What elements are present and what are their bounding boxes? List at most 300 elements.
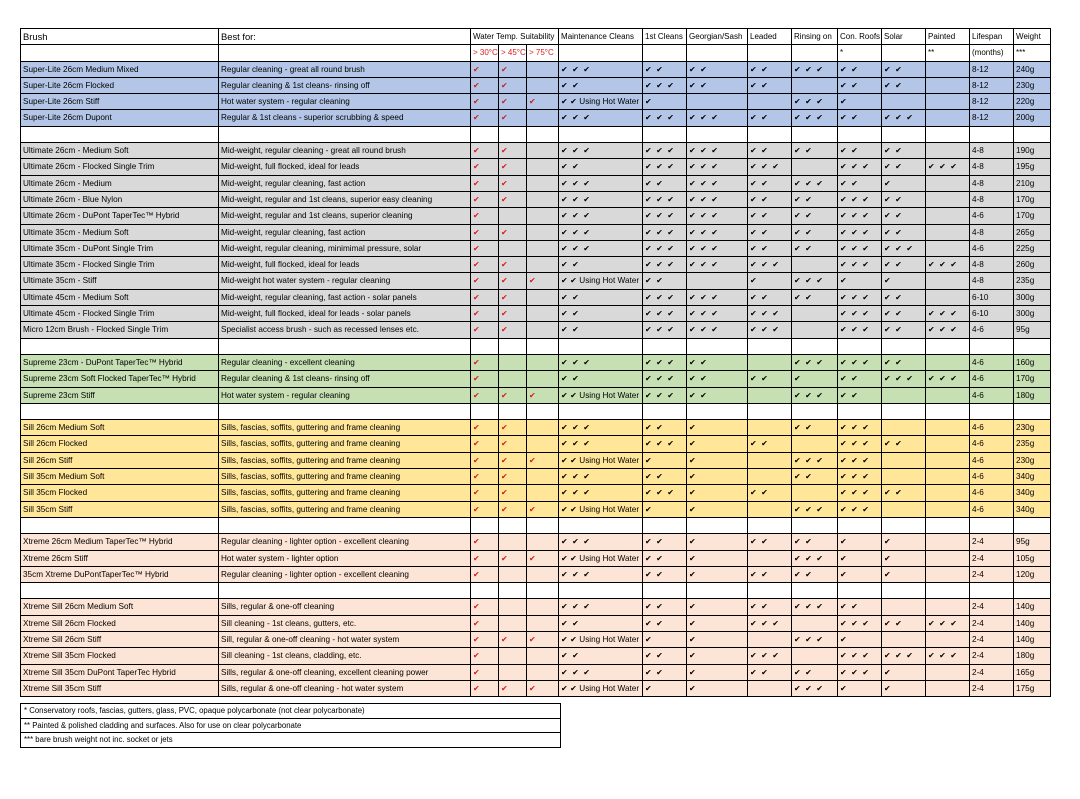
tick-icon: ✔	[501, 146, 508, 156]
rinsing-cell: ✔ ✔ ✔	[792, 175, 838, 191]
temp-suitability-cell	[471, 615, 499, 631]
con-roofs-cell: ✔ ✔ ✔	[838, 436, 882, 452]
tick-icon: ✔	[473, 162, 480, 172]
con-roofs-cell: ✔	[838, 534, 882, 550]
temp-suitability-cell	[499, 143, 527, 159]
rinsing-cell: ✔ ✔ ✔	[792, 273, 838, 289]
painted-cell: ✔ ✔ ✔	[926, 306, 970, 322]
georgian-cell: ✔ ✔ ✔	[687, 175, 748, 191]
temp-suitability-cell	[527, 631, 559, 647]
temp-suitability-cell	[499, 436, 527, 452]
con-roofs-cell: ✔ ✔	[838, 143, 882, 159]
leaded-cell: ✔ ✔	[748, 77, 792, 93]
tick-icon: ✔	[473, 276, 480, 286]
tick-icon: ✔	[473, 146, 480, 156]
temp-suitability-cell	[527, 420, 559, 436]
weight-value: 95g	[1014, 322, 1051, 338]
maintenance-cell: ✔ ✔	[559, 371, 643, 387]
solar-cell: ✔ ✔	[882, 77, 926, 93]
tick-icon: ✔	[473, 569, 480, 579]
georgian-cell: ✔ ✔	[687, 371, 748, 387]
table-row	[21, 175, 1051, 191]
georgian-cell: ✔ ✔ ✔	[687, 240, 748, 256]
best-for: Sills, fascias, soffits, guttering and frame cleaning	[219, 501, 471, 517]
temp-suitability-cell	[499, 159, 527, 175]
tick-icon: ✔	[473, 553, 480, 563]
col-leaded-header: Leaded	[748, 29, 792, 45]
painted-cell	[926, 485, 970, 501]
weight-value: 340g	[1014, 501, 1051, 517]
painted-cell	[926, 175, 970, 191]
solar-cell: ✔ ✔ ✔	[882, 371, 926, 387]
solar-cell: ✔ ✔ ✔	[882, 240, 926, 256]
rinsing-cell	[792, 322, 838, 338]
tick-icon: ✔	[501, 97, 508, 107]
temp-suitability-cell	[499, 599, 527, 615]
tick-icon: ✔	[501, 504, 508, 514]
tick-icon: ✔	[501, 276, 508, 286]
temp-suitability-cell	[527, 143, 559, 159]
temp-suitability-cell	[527, 322, 559, 338]
solar-cell: ✔	[882, 664, 926, 680]
temp-suitability-cell	[471, 664, 499, 680]
weight-value: 220g	[1014, 94, 1051, 110]
temp-suitability-cell	[527, 175, 559, 191]
con-roofs-cell: ✔ ✔	[838, 387, 882, 403]
painted-cell: ✔ ✔ ✔	[926, 371, 970, 387]
temp-suitability-cell	[527, 306, 559, 322]
weight-value: 230g	[1014, 77, 1051, 93]
brush-name: Ultimate 45cm - Flocked Single Trim	[21, 306, 219, 322]
con-roofs-cell: ✔ ✔ ✔	[838, 289, 882, 305]
georgian-cell: ✔ ✔ ✔	[687, 306, 748, 322]
leaded-cell	[748, 550, 792, 566]
tick-icon: ✔	[473, 227, 480, 237]
rinsing-cell	[792, 306, 838, 322]
lifespan-value: 6-10	[970, 306, 1014, 322]
maintenance-cell: ✔ ✔ ✔	[559, 143, 643, 159]
col-con-roofs-header: Con. Roofs	[838, 29, 882, 45]
tick-icon: ✔	[501, 325, 508, 335]
best-for: Hot water system - lighter option	[219, 550, 471, 566]
table-row	[21, 240, 1051, 256]
tick-icon: ✔	[473, 64, 480, 74]
leaded-cell: ✔ ✔	[748, 289, 792, 305]
tick-icon: ✔	[473, 113, 480, 123]
temp-suitability-cell	[527, 501, 559, 517]
temp-suitability-cell	[499, 77, 527, 93]
tick-icon: ✔	[529, 455, 536, 465]
georgian-cell: ✔ ✔	[687, 61, 748, 77]
con-roofs-cell: ✔	[838, 680, 882, 696]
weight-value: 180g	[1014, 648, 1051, 664]
first-cleans-cell: ✔ ✔ ✔	[643, 387, 687, 403]
tick-icon: ✔	[473, 374, 480, 384]
painted-cell	[926, 550, 970, 566]
painted-cell	[926, 77, 970, 93]
temp-suitability-cell	[499, 485, 527, 501]
georgian-cell: ✔ ✔ ✔	[687, 208, 748, 224]
weight-value: 140g	[1014, 599, 1051, 615]
leaded-cell: ✔ ✔	[748, 566, 792, 582]
maintenance-cell: ✔ ✔ ✔	[559, 420, 643, 436]
leaded-cell: ✔ ✔	[748, 208, 792, 224]
maintenance-cell: ✔ ✔ ✔	[559, 61, 643, 77]
georgian-cell: ✔	[687, 680, 748, 696]
table-row	[21, 94, 1051, 110]
brush-table	[20, 28, 1051, 697]
temp-suitability-cell	[499, 534, 527, 550]
tick-icon: ✔	[473, 618, 480, 628]
table-row	[21, 680, 1051, 696]
leaded-cell: ✔ ✔	[748, 110, 792, 126]
maintenance-cell: ✔ ✔ ✔	[559, 469, 643, 485]
painted-cell	[926, 534, 970, 550]
rinsing-cell: ✔ ✔	[792, 664, 838, 680]
table-row	[21, 61, 1051, 77]
maintenance-cell: ✔ ✔ Using Hot Water	[559, 94, 643, 110]
tick-icon: ✔	[473, 455, 480, 465]
temp-suitability-cell	[499, 306, 527, 322]
leaded-cell	[748, 94, 792, 110]
con-roofs-cell: ✔	[838, 631, 882, 647]
solar-cell: ✔ ✔	[882, 159, 926, 175]
con-roofs-cell: ✔ ✔ ✔	[838, 354, 882, 370]
weight-value: 235g	[1014, 436, 1051, 452]
rinsing-cell	[792, 436, 838, 452]
maintenance-cell: ✔ ✔ ✔	[559, 436, 643, 452]
leaded-cell	[748, 354, 792, 370]
maintenance-cell: ✔ ✔ ✔	[559, 664, 643, 680]
lifespan-value: 4-6	[970, 322, 1014, 338]
temp-suitability-cell	[527, 680, 559, 696]
tick-icon: ✔	[529, 276, 536, 286]
maintenance-cell: ✔ ✔ Using Hot Water	[559, 631, 643, 647]
lifespan-value: 2-4	[970, 599, 1014, 615]
first-cleans-cell: ✔ ✔ ✔	[643, 143, 687, 159]
tick-icon: ✔	[473, 390, 480, 400]
con-roofs-cell: ✔	[838, 550, 882, 566]
georgian-cell: ✔ ✔ ✔	[687, 289, 748, 305]
maintenance-cell: ✔ ✔ ✔	[559, 191, 643, 207]
tick-icon: ✔	[501, 178, 508, 188]
painted-cell	[926, 110, 970, 126]
tick-icon: ✔	[473, 243, 480, 253]
temp-suitability-cell	[527, 354, 559, 370]
table-row	[21, 615, 1051, 631]
painted-cell: ✔ ✔ ✔	[926, 615, 970, 631]
solar-cell: ✔	[882, 534, 926, 550]
first-cleans-cell: ✔ ✔	[643, 615, 687, 631]
temp-suitability-cell	[499, 208, 527, 224]
best-for: Regular cleaning - lighter option - excellent cleaning	[219, 566, 471, 582]
georgian-cell: ✔ ✔ ✔	[687, 322, 748, 338]
first-cleans-cell: ✔ ✔ ✔	[643, 240, 687, 256]
first-cleans-cell: ✔	[643, 631, 687, 647]
tick-icon: ✔	[529, 504, 536, 514]
rinsing-cell: ✔ ✔ ✔	[792, 501, 838, 517]
solar-cell: ✔	[882, 566, 926, 582]
tick-icon: ✔	[501, 64, 508, 74]
rinsing-cell: ✔ ✔ ✔	[792, 680, 838, 696]
temp-suitability-cell	[499, 257, 527, 273]
lifespan-value: 2-4	[970, 550, 1014, 566]
table-row	[21, 273, 1051, 289]
lifespan-value: 8-12	[970, 61, 1014, 77]
first-cleans-cell: ✔ ✔	[643, 469, 687, 485]
maintenance-cell: ✔ ✔ ✔	[559, 208, 643, 224]
temp-suitability-cell	[471, 420, 499, 436]
spacer-row	[21, 338, 1051, 354]
rinsing-cell: ✔ ✔	[792, 224, 838, 240]
best-for: Mid-weight, full flocked, ideal for leads	[219, 257, 471, 273]
col-lifespan-header: Lifespan	[970, 29, 1014, 45]
col-brush-header: Brush	[21, 29, 219, 45]
temp-suitability-cell	[471, 485, 499, 501]
rinsing-cell: ✔ ✔	[792, 143, 838, 159]
leaded-cell: ✔ ✔	[748, 175, 792, 191]
lifespan-value: 4-8	[970, 159, 1014, 175]
lifespan-value: 6-10	[970, 289, 1014, 305]
first-cleans-cell: ✔ ✔	[643, 599, 687, 615]
lifespan-value: 4-8	[970, 191, 1014, 207]
painted-cell: ✔ ✔ ✔	[926, 257, 970, 273]
painted-cell	[926, 420, 970, 436]
rinsing-cell: ✔ ✔	[792, 566, 838, 582]
maintenance-cell: ✔ ✔	[559, 648, 643, 664]
first-cleans-cell: ✔ ✔ ✔	[643, 77, 687, 93]
header-row	[21, 29, 1051, 45]
con-roofs-cell: ✔ ✔ ✔	[838, 224, 882, 240]
temp-suitability-cell	[527, 191, 559, 207]
leaded-cell	[748, 631, 792, 647]
georgian-cell: ✔	[687, 664, 748, 680]
lifespan-value: 2-4	[970, 534, 1014, 550]
temp-suitability-cell	[471, 680, 499, 696]
first-cleans-cell: ✔	[643, 452, 687, 468]
maintenance-cell: ✔ ✔ ✔	[559, 175, 643, 191]
temp-suitability-cell	[471, 631, 499, 647]
con-roofs-cell: ✔ ✔	[838, 77, 882, 93]
georgian-cell: ✔	[687, 648, 748, 664]
tick-icon: ✔	[529, 97, 536, 107]
best-for: Sills, fascias, soffits, guttering and frame cleaning	[219, 420, 471, 436]
lifespan-value: 4-8	[970, 143, 1014, 159]
temp-suitability-cell	[499, 680, 527, 696]
table-row	[21, 469, 1051, 485]
con-roofs-cell: ✔ ✔ ✔	[838, 257, 882, 273]
temp-suitability-cell	[471, 648, 499, 664]
tick-icon: ✔	[473, 651, 480, 661]
georgian-cell: ✔ ✔ ✔	[687, 191, 748, 207]
leaded-cell	[748, 680, 792, 696]
best-for: Mid-weight, full flocked, ideal for leads - solar panels	[219, 306, 471, 322]
best-for: Sills, fascias, soffits, guttering and frame cleaning	[219, 469, 471, 485]
con-roofs-cell: ✔ ✔	[838, 110, 882, 126]
table-row	[21, 599, 1051, 615]
tick-icon: ✔	[473, 292, 480, 302]
painted-cell	[926, 289, 970, 305]
weight-value: 120g	[1014, 566, 1051, 582]
weight-value: 240g	[1014, 61, 1051, 77]
temp-suitability-cell	[499, 191, 527, 207]
tick-icon: ✔	[501, 292, 508, 302]
temp-suitability-cell	[471, 534, 499, 550]
tick-icon: ✔	[473, 194, 480, 204]
georgian-cell: ✔ ✔ ✔	[687, 159, 748, 175]
solar-cell: ✔	[882, 550, 926, 566]
col-painted-header: Painted	[926, 29, 970, 45]
georgian-cell: ✔ ✔ ✔	[687, 143, 748, 159]
weight-value: 340g	[1014, 485, 1051, 501]
georgian-cell: ✔ ✔ ✔	[687, 257, 748, 273]
weight-value: 340g	[1014, 469, 1051, 485]
first-cleans-cell: ✔ ✔ ✔	[643, 289, 687, 305]
table-row	[21, 485, 1051, 501]
temp-suitability-cell	[527, 273, 559, 289]
col-water-temp-header: Water Temp. Suitability	[471, 29, 559, 45]
temp-suitability-cell	[527, 240, 559, 256]
brush-name: Ultimate 35cm - DuPont Single Trim	[21, 240, 219, 256]
painted-cell	[926, 664, 970, 680]
first-cleans-cell: ✔ ✔ ✔	[643, 159, 687, 175]
brush-name: Sill 26cm Stiff	[21, 452, 219, 468]
solar-cell	[882, 420, 926, 436]
table-row	[21, 534, 1051, 550]
table-row	[21, 191, 1051, 207]
maintenance-cell: ✔ ✔ ✔	[559, 599, 643, 615]
first-cleans-cell: ✔ ✔	[643, 566, 687, 582]
table-row	[21, 501, 1051, 517]
col-solar-header: Solar	[882, 29, 926, 45]
leaded-cell: ✔ ✔	[748, 191, 792, 207]
maintenance-cell: ✔ ✔ Using Hot Water	[559, 501, 643, 517]
temp-suitability-cell	[527, 159, 559, 175]
table-row	[21, 306, 1051, 322]
rinsing-cell: ✔ ✔ ✔	[792, 387, 838, 403]
painted-cell	[926, 143, 970, 159]
temp-suitability-cell	[471, 240, 499, 256]
con-roofs-cell: ✔ ✔	[838, 371, 882, 387]
brush-name: 35cm Xtreme DuPontTaperTec™ Hybrid	[21, 566, 219, 582]
lifespan-value: 4-6	[970, 469, 1014, 485]
table-row	[21, 387, 1051, 403]
table-row	[21, 224, 1051, 240]
weight-value: 195g	[1014, 159, 1051, 175]
solar-cell: ✔ ✔	[882, 436, 926, 452]
best-for: Regular cleaning - great all round brush	[219, 61, 471, 77]
leaded-cell: ✔ ✔	[748, 599, 792, 615]
lifespan-value: 8-12	[970, 77, 1014, 93]
solar-cell: ✔ ✔	[882, 191, 926, 207]
con-roofs-cell: ✔ ✔	[838, 61, 882, 77]
temp-suitability-cell	[527, 208, 559, 224]
lifespan-value: 2-4	[970, 648, 1014, 664]
temp-suitability-cell	[499, 469, 527, 485]
georgian-cell: ✔	[687, 631, 748, 647]
rinsing-cell	[792, 648, 838, 664]
first-cleans-cell: ✔ ✔ ✔	[643, 224, 687, 240]
tick-icon: ✔	[501, 488, 508, 498]
georgian-cell: ✔	[687, 436, 748, 452]
solar-cell	[882, 599, 926, 615]
spacer-row	[21, 126, 1051, 142]
brush-name: Xtreme Sill 35cm DuPont TaperTec Hybrid	[21, 664, 219, 680]
brush-name: Supreme 23cm Stiff	[21, 387, 219, 403]
temp-suitability-cell	[471, 159, 499, 175]
best-for: Mid-weight, regular cleaning, fast action - solar panels	[219, 289, 471, 305]
temp-suitability-cell	[527, 289, 559, 305]
tick-icon: ✔	[473, 260, 480, 270]
brush-name: Super-Lite 26cm Stiff	[21, 94, 219, 110]
leaded-cell: ✔ ✔	[748, 664, 792, 680]
solar-cell: ✔ ✔	[882, 224, 926, 240]
brush-name: Sill 26cm Medium Soft	[21, 420, 219, 436]
first-cleans-cell: ✔ ✔ ✔	[643, 257, 687, 273]
painted-cell	[926, 680, 970, 696]
georgian-cell: ✔	[687, 420, 748, 436]
best-for: Specialist access brush - such as recessed lenses etc.	[219, 322, 471, 338]
temp-30-label: > 30°C	[471, 45, 499, 61]
temp-suitability-cell	[499, 550, 527, 566]
solar-cell: ✔ ✔	[882, 354, 926, 370]
solar-cell	[882, 452, 926, 468]
con-roofs-cell: ✔ ✔ ✔	[838, 615, 882, 631]
tick-icon: ✔	[473, 602, 480, 612]
tick-icon: ✔	[501, 309, 508, 319]
con-roofs-cell: ✔ ✔ ✔	[838, 159, 882, 175]
table-row	[21, 566, 1051, 582]
temp-suitability-cell	[499, 648, 527, 664]
weight-value: 300g	[1014, 289, 1051, 305]
brush-name: Xtreme 26cm Stiff	[21, 550, 219, 566]
temp-suitability-cell	[527, 94, 559, 110]
temp-suitability-cell	[471, 354, 499, 370]
table-row	[21, 322, 1051, 338]
con-roofs-cell: ✔ ✔ ✔	[838, 306, 882, 322]
georgian-cell: ✔	[687, 485, 748, 501]
first-cleans-cell: ✔ ✔	[643, 273, 687, 289]
tick-icon: ✔	[473, 634, 480, 644]
georgian-cell: ✔	[687, 452, 748, 468]
maintenance-cell: ✔ ✔ Using Hot Water	[559, 452, 643, 468]
lifespan-value: 4-8	[970, 175, 1014, 191]
brush-name: Xtreme Sill 26cm Medium Soft	[21, 599, 219, 615]
tick-icon: ✔	[473, 439, 480, 449]
brush-name: Supreme 23cm Soft Flocked TaperTec™ Hybrid	[21, 371, 219, 387]
painted-cell: ✔ ✔ ✔	[926, 322, 970, 338]
first-cleans-cell: ✔ ✔ ✔	[643, 436, 687, 452]
lifespan-value: 4-6	[970, 485, 1014, 501]
weight-value: 140g	[1014, 615, 1051, 631]
temp-suitability-cell	[527, 387, 559, 403]
first-cleans-cell: ✔	[643, 94, 687, 110]
footnotes	[20, 703, 561, 748]
best-for: Regular cleaning - lighter option - excellent cleaning	[219, 534, 471, 550]
tick-icon: ✔	[473, 423, 480, 433]
georgian-cell: ✔	[687, 469, 748, 485]
painted-cell	[926, 191, 970, 207]
leaded-cell: ✔ ✔	[748, 61, 792, 77]
table-row	[21, 143, 1051, 159]
temp-suitability-cell	[471, 322, 499, 338]
maintenance-cell: ✔ ✔	[559, 615, 643, 631]
con-roofs-cell: ✔ ✔ ✔	[838, 501, 882, 517]
weight-value: 230g	[1014, 420, 1051, 436]
rinsing-cell: ✔ ✔	[792, 289, 838, 305]
tick-icon: ✔	[473, 537, 480, 547]
best-for: Mid-weight, regular and 1st cleans, superior easy cleaning	[219, 191, 471, 207]
